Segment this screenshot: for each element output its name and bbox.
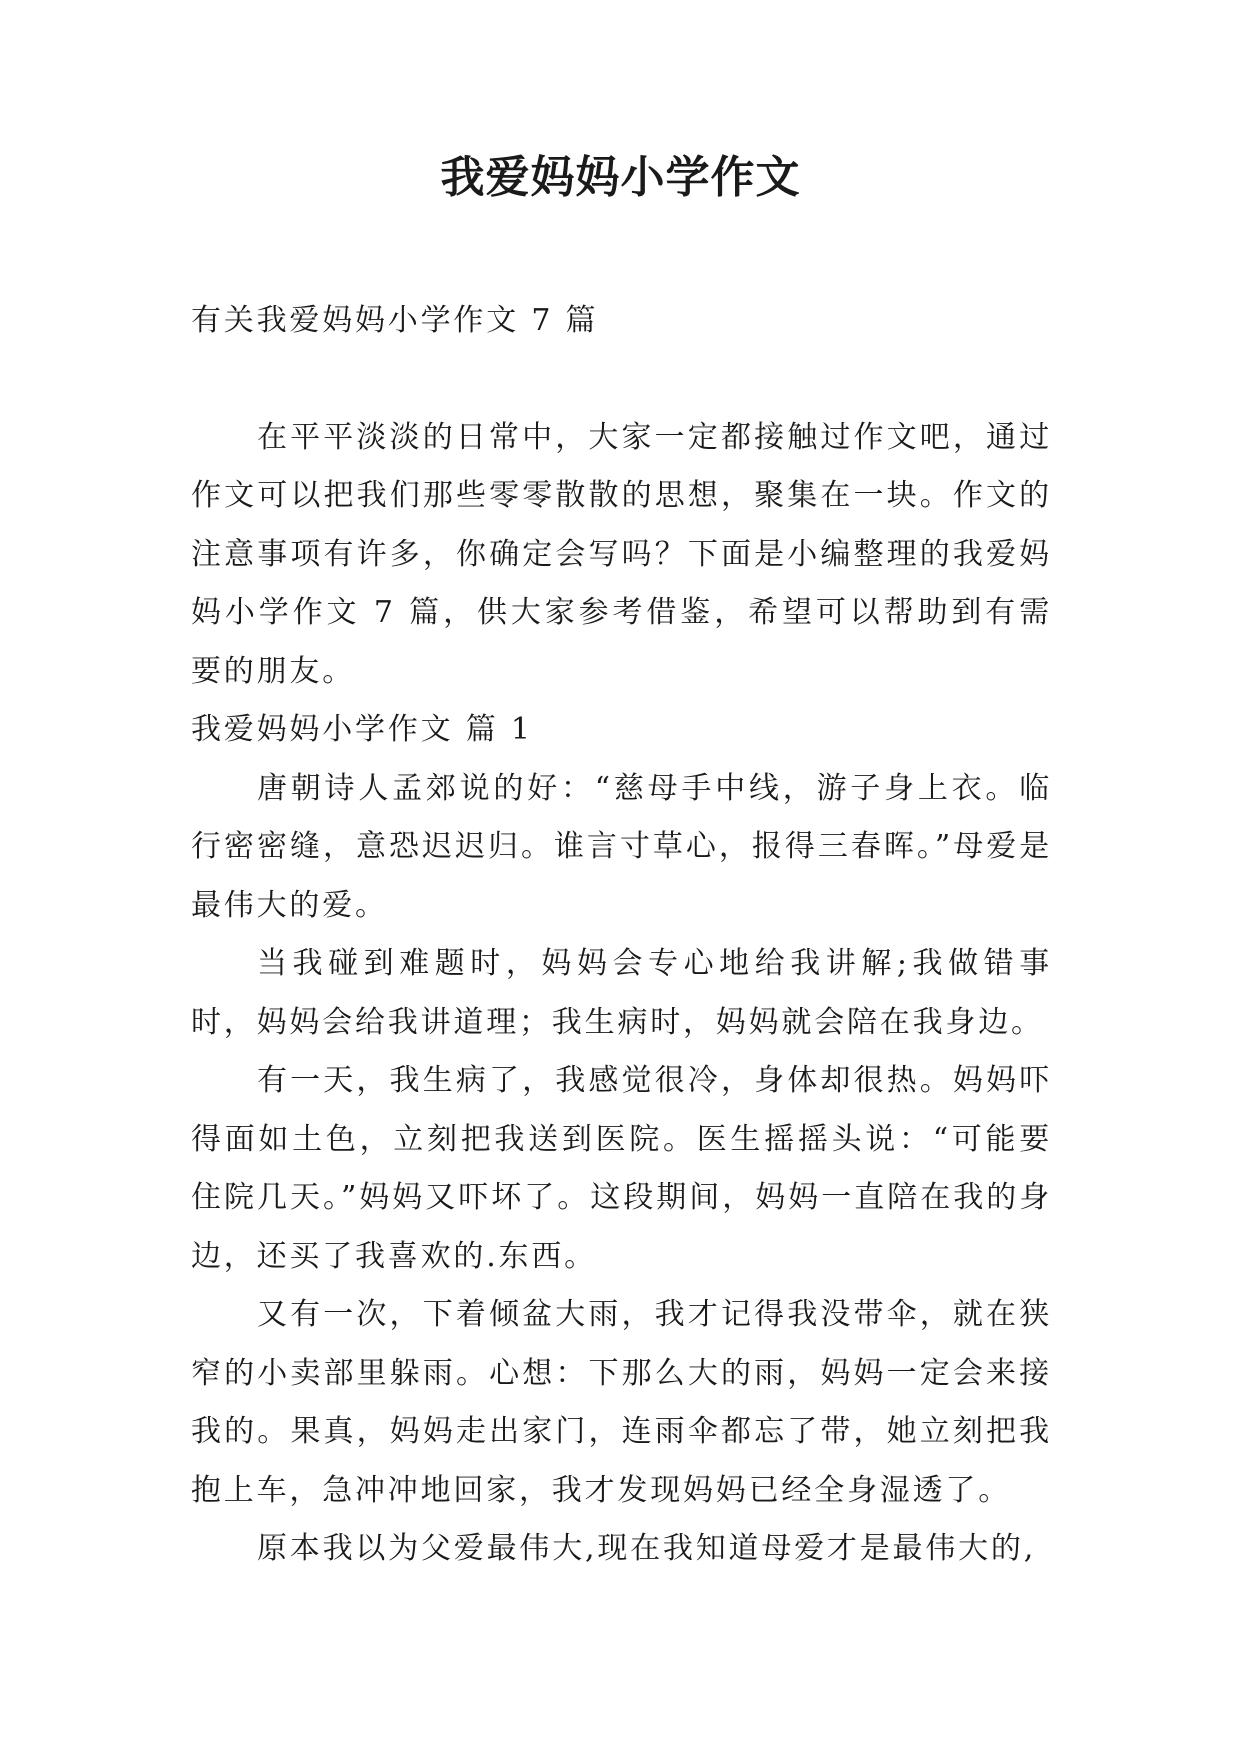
document-subtitle: 有关我爱妈妈小学作文 7 篇 (191, 303, 599, 338)
section-heading: 我爱妈妈小学作文 篇 1 (191, 712, 533, 747)
body-paragraph: 有一天，我生病了，我感觉很冷，身体却很热。妈妈吓得面如土色，立刻把我送到医院。医生摇摇头说：“可能要住院几天。”妈妈又吓坏了。这段期间，妈妈一直陪在我的身边，还买了我喜欢的.东西。 (191, 1063, 1052, 1274)
intro-paragraph: 在平平淡淡的日常中，大家一定都接触过作文吧，通过作文可以把我们那些零零散散的思想，聚集在一块。作文的注意事项有许多，你确定会写吗？下面是小编整理的我爱妈妈小学作文 7 篇，供大家参考借鉴，希望可以帮助到有需要的朋友。 (191, 419, 1052, 689)
body-paragraph: 原本我以为父爱最伟大,现在我知道母爱才是最伟大的, (257, 1531, 1037, 1566)
body-paragraph: 当我碰到难题时，妈妈会专心地给我讲解;我做错事时，妈妈会给我讲道理；我生病时，妈妈就会陪在我身边。 (191, 946, 1052, 1040)
body-paragraph: 又有一次，下着倾盆大雨，我才记得我没带伞，就在狭窄的小卖部里躲雨。心想：下那么大的雨，妈妈一定会来接我的。果真，妈妈走出家门，连雨伞都忘了带，她立刻把我抱上车，急冲冲地回家，我才发现妈妈已经全身湿透了。 (191, 1297, 1052, 1508)
page-title: 我爱妈妈小学作文 (440, 152, 801, 203)
body-paragraph: 唐朝诗人孟郊说的好：“慈母手中线，游子身上衣。临行密密缝，意恐迟迟归。谁言寸草心，报得三春晖。”母爱是最伟大的爱。 (191, 770, 1052, 923)
document-body (191, 292, 1052, 1579)
